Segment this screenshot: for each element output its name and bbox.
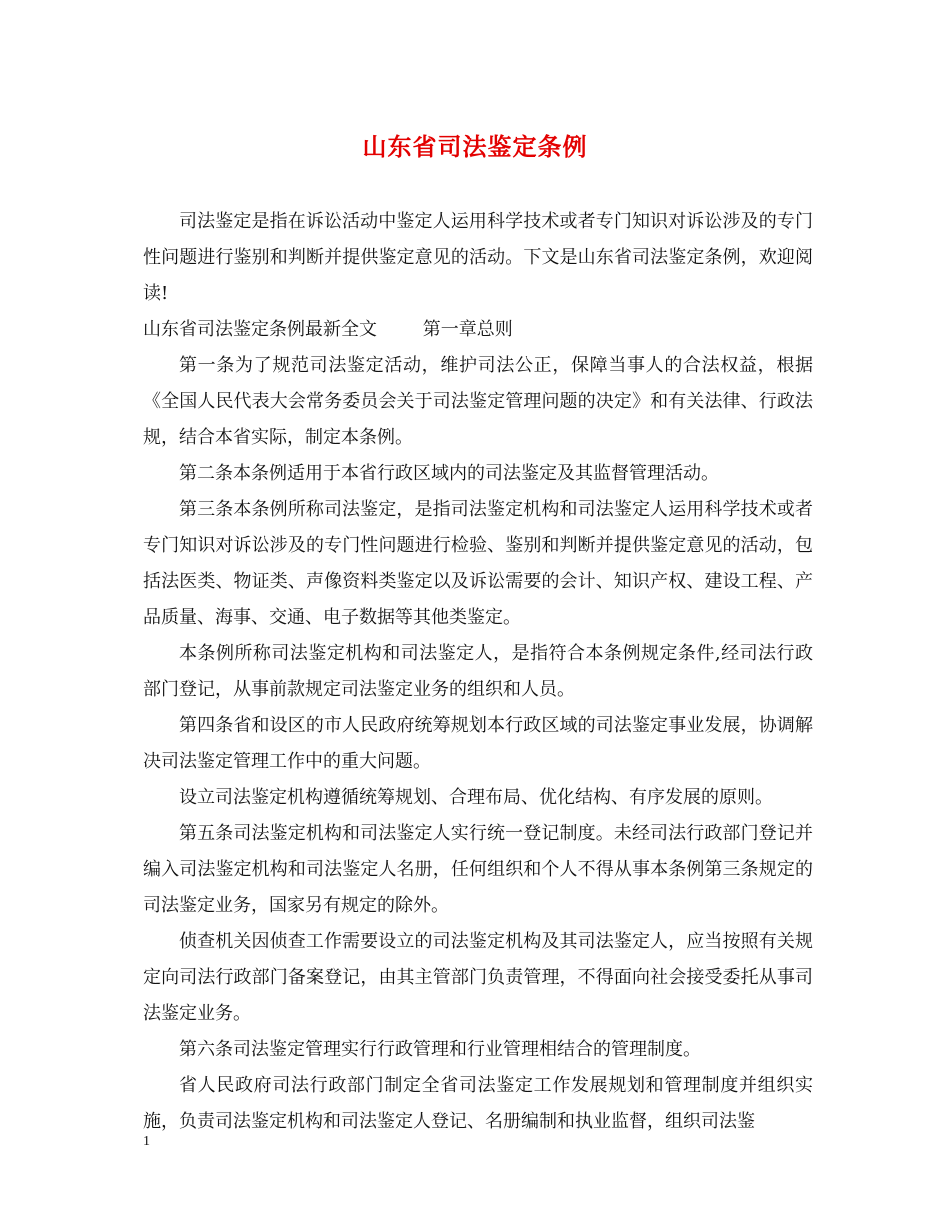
article-4-paragraph: 第四条省和设区的市人民政府统筹规划本行政区域的司法鉴定事业发展，协调解决司法鉴定管理工作中的重大问题。 xyxy=(143,715,813,772)
chapter-heading-line: 山东省司法鉴定条例最新全文 第一章总则 xyxy=(143,319,513,340)
intro-paragraph: 司法鉴定是指在诉讼活动中鉴定人运用科学技术或者专门知识对诉讼涉及的专门性问题进行鉴别和判断并提供鉴定意见的活动。下文是山东省司法鉴定条例，欢迎阅读! xyxy=(143,211,813,304)
article-3-paragraph: 第三条本条例所称司法鉴定，是指司法鉴定机构和司法鉴定人运用科学技术或者专门知识对诉讼涉及的专门性问题进行检验、鉴别和判断并提供鉴定意见的活动，包括法医类、物证类、声像资料类鉴定以及诉讼需要的会计、知识产权、建设工程、产品质量、海事、交通、电子数据等其他类鉴定。 xyxy=(143,499,813,628)
article-2-paragraph: 第二条本条例适用于本省行政区域内的司法鉴定及其监督管理活动。 xyxy=(179,463,719,484)
page-number: 1 xyxy=(143,1134,150,1149)
article-6-paragraph: 第六条司法鉴定管理实行行政管理和行业管理相结合的管理制度。 xyxy=(179,1039,701,1060)
article-3-continuation-paragraph: 本条例所称司法鉴定机构和司法鉴定人，是指符合本条例规定条件,经司法行政部门登记，从事前款规定司法鉴定业务的组织和人员。 xyxy=(143,643,813,700)
document-body xyxy=(143,204,813,1140)
document-title: 山东省司法鉴定条例 xyxy=(362,132,588,161)
article-1-paragraph: 第一条为了规范司法鉴定活动，维护司法公正，保障当事人的合法权益，根据《全国人民代表大会常务委员会关于司法鉴定管理问题的决定》和有关法律、行政法规，结合本省实际，制定本条例。 xyxy=(143,355,813,448)
article-5-paragraph: 第五条司法鉴定机构和司法鉴定人实行统一登记制度。未经司法行政部门登记并编入司法鉴定机构和司法鉴定人名册，任何组织和个人不得从事本条例第三条规定的司法鉴定业务，国家另有规定的除外。 xyxy=(143,823,813,916)
article-5-continuation-paragraph: 侦查机关因侦查工作需要设立的司法鉴定机构及其司法鉴定人，应当按照有关规定向司法行政部门备案登记，由其主管部门负责管理，不得面向社会接受委托从事司法鉴定业务。 xyxy=(143,931,813,1024)
article-6-continuation-paragraph: 省人民政府司法行政部门制定全省司法鉴定工作发展规划和管理制度并组织实施，负责司法鉴定机构和司法鉴定人登记、名册编制和执业监督，组织司法鉴 xyxy=(143,1075,813,1132)
article-4-continuation-paragraph: 设立司法鉴定机构遵循统筹规划、合理布局、优化结构、有序发展的原则。 xyxy=(179,787,773,808)
